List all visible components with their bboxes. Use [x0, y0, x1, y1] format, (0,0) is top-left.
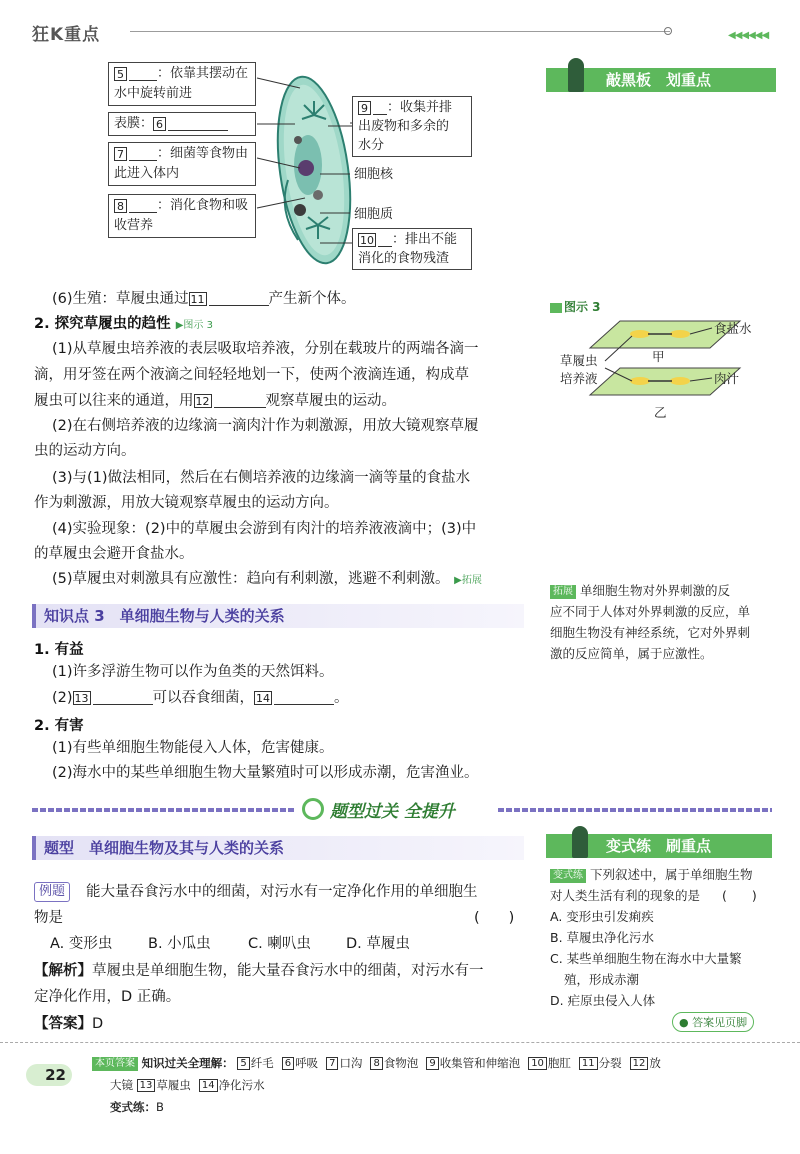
answer-number: 12 — [630, 1057, 649, 1070]
answer-number: 10 — [528, 1057, 547, 1070]
variant-option-b: B. 草履虫净化污水 — [550, 930, 655, 945]
knowledge-point-3-bar: 知识点 3 单细胞生物与人类的关系 — [32, 604, 524, 628]
answer-number: 5 — [237, 1057, 249, 1070]
exp-line-1: (1)从草履虫培养液的表层吸取培养液，分别在载玻片的两端各滴一 — [52, 341, 479, 357]
page-answer-tag: 本页答案 — [92, 1057, 138, 1071]
option-c: C. 喇叭虫 — [248, 936, 311, 952]
answer-text: 放 — [649, 1056, 661, 1070]
harm-heading: 2. 有害 — [34, 718, 84, 734]
option-a: A. 变形虫 — [50, 936, 113, 952]
answer-number: 8 — [370, 1057, 382, 1070]
answer-item — [370, 1056, 418, 1070]
answer-number: 7 — [326, 1057, 338, 1070]
header-line — [130, 31, 670, 32]
footer-dashed-line — [0, 1042, 800, 1043]
variant-option-a: A. 变形虫引发痢疾 — [550, 909, 654, 924]
paramecium-diagram — [100, 58, 500, 273]
topic-bar: 题型 单细胞生物及其与人类的关系 — [32, 836, 524, 860]
answer-item — [528, 1056, 571, 1070]
example-tag: 例题 — [34, 882, 70, 902]
benefit-line-2: (2) 13 可以吞食细菌， 14 。 — [52, 690, 349, 706]
divider-left — [32, 808, 294, 812]
page-number-badge: 22 — [26, 1064, 72, 1086]
exp-line-3: 履虫可以往来的通道，用 12 观察草履虫的运动。 — [34, 393, 396, 409]
fig3-culture-label-1: 草履虫 — [560, 353, 598, 368]
section-2-heading: 2. 探究草履虫的趋性 ▶图示 3 — [34, 316, 213, 332]
figure-3-tag: 图示 3 — [550, 298, 601, 315]
exp-line-9: 的草履虫会避开食盐水。 — [34, 546, 194, 562]
answer-number: 14 — [199, 1079, 218, 1092]
analysis-line-1: 【解析】草履虫是单细胞生物，能大量吞食污水中的细菌，对污水有一 — [34, 963, 484, 979]
variant-tag: 变式练 — [550, 869, 586, 883]
fig3-yi-label: 乙 — [654, 405, 667, 420]
answer-item — [237, 1056, 273, 1070]
student-icon — [572, 826, 588, 858]
divider-swirl-icon — [302, 798, 324, 820]
header-logo — [32, 20, 100, 45]
benefit-line-1: (1)许多浮游生物可以作为鱼类的天然饵料。 — [52, 664, 334, 680]
exp-line-7: 作为刺激源，用放大镜观察草履虫的运动方向。 — [34, 495, 339, 511]
answer-item — [199, 1078, 265, 1092]
harm-line-2: (2)海水中的某些单细胞生物大量繁殖时可以形成赤潮，危害渔业。 — [52, 765, 479, 781]
answer-items-2 — [137, 1078, 273, 1092]
answer-text: 收集管和伸缩泡 — [439, 1056, 521, 1070]
variant-option-d: D. 疟原虫侵入人体 — [550, 993, 656, 1008]
example-question-2: 物是 — [34, 910, 63, 926]
option-b: B. 小瓜虫 — [148, 936, 211, 952]
fig3-meat-label: 肉汁 — [714, 371, 740, 386]
exp-line-10: (5)草履虫对刺激具有应激性：趋向有利刺激，逃避不利刺激。 ▶拓展 — [52, 571, 482, 587]
divider-title: 题型过关 全提升 — [330, 802, 455, 822]
answer-number: 13 — [137, 1079, 156, 1092]
divider-right — [498, 808, 772, 812]
answer-item — [137, 1078, 191, 1092]
label-6: 表膜： 6 — [108, 112, 256, 136]
answer-item — [326, 1056, 362, 1070]
exp-line-6: (3)与(1)做法相同，然后在右侧培养液的边缘滴一滴等量的食盐水 — [52, 470, 471, 486]
answer-item — [579, 1056, 622, 1070]
answer-text: 分裂 — [598, 1056, 622, 1070]
header-arrows-icon: ◀◀◀◀◀◀ — [728, 30, 769, 41]
board-banner: 敲黑板 划重点 — [546, 68, 776, 92]
answer-items — [237, 1056, 669, 1070]
label-nucleus: 细胞核 — [354, 167, 394, 182]
answer-item — [426, 1056, 520, 1070]
variant-option-c: C. 某些单细胞生物在海水中大量繁 — [550, 951, 742, 966]
answer-number: 11 — [579, 1057, 598, 1070]
teacher-icon — [568, 58, 584, 92]
answer-text: 净化污水 — [218, 1078, 265, 1092]
label-8: 8 ：消化食物和吸 收营养 — [108, 194, 256, 238]
label-10: 10 ：排出不能 消化的食物残渣 — [352, 228, 472, 270]
answer-text: 草履虫 — [156, 1078, 191, 1092]
answer-item — [282, 1056, 318, 1070]
fig3-culture-label-2: 培养液 — [560, 371, 598, 386]
expand-note: 拓展 单细胞生物对外界刺激的反 应不同于人体对外界刺激的反应，单 细胞生物没有神经系统，它对外界刺 激的反应简单，属于应激性。 — [550, 583, 751, 661]
reproduction-line: (6)生殖：草履虫通过 11 产生新个体。 — [52, 291, 356, 307]
answer-text: 口沟 — [339, 1056, 363, 1070]
variant-banner: 变式练 刷重点 — [546, 834, 772, 858]
exp-line-4: (2)在右侧培养液的边缘滴一滴肉汁作为刺激源，用放大镜观察草履 — [52, 418, 479, 434]
lightbulb-icon: ● — [679, 1016, 689, 1029]
answer-text: 胞肛 — [547, 1056, 571, 1070]
figure-icon — [550, 303, 562, 313]
answer-number: 9 — [426, 1057, 438, 1070]
example-paren: ( ) — [474, 910, 515, 926]
answer-text: 呼吸 — [295, 1056, 319, 1070]
answer-number: 6 — [282, 1057, 294, 1070]
example-question-1: 能大量吞食污水中的细菌，对污水有一定净化作用的单细胞生 — [86, 884, 478, 900]
answer-item — [630, 1056, 661, 1070]
label-cytoplasm: 细胞质 — [354, 207, 394, 222]
option-d: D. 草履虫 — [346, 936, 410, 952]
label-7: 7 ：细菌等食物由 此进入体内 — [108, 142, 256, 186]
harm-line-1: (1)有些单细胞生物能侵入人体，危害健康。 — [52, 740, 334, 756]
expand-link[interactable]: ▶拓展 — [454, 575, 482, 586]
analysis-line-2: 定净化作用，D 正确。 — [34, 989, 181, 1005]
exp-line-2: 滴，用牙签在两个液滴之间轻轻地划一下，使两个液滴连通，构成草 — [34, 367, 469, 383]
answer-text: 食物泡 — [383, 1056, 419, 1070]
label-9: 9 ：收集并排 出废物和多余的 水分 — [352, 96, 472, 157]
fig3-salt-label: 食盐水 — [714, 321, 752, 336]
footer-answers: 本页答案 知识过关全理解： 5 纤毛 6 呼吸 7 口沟 8 食物泡 9 收集管和伸缩泡 10 胞肛 11 分裂 12 放 大镜 13 草履虫 14 净化污水 变式练：B — [92, 1052, 772, 1118]
answer-line: 【答案】D — [34, 1016, 104, 1032]
expand-tag: 拓展 — [550, 585, 576, 599]
exp-line-5: 虫的运动方向。 — [34, 443, 136, 459]
label-5: 5 ：依靠其摆动在 水中旋转前进 — [108, 62, 256, 106]
answer-see-footer-button[interactable]: ● 答案见页脚 — [672, 1012, 754, 1032]
exp-line-8: (4)实验现象：(2)中的草履虫会游到有肉汁的培养液液滴中；(3)中 — [52, 521, 477, 537]
header-dot-icon — [664, 27, 672, 35]
answer-text: 纤毛 — [250, 1056, 274, 1070]
fig3-jia-label: 甲 — [652, 349, 665, 364]
figure-3-link[interactable]: ▶图示 3 — [175, 320, 213, 331]
variant-question: 变式练 下列叙述中，属于单细胞生物 对人类生活有利的现象的是 ( ) A. 变形虫引发痢疾 B. 草履虫净化污水 C. 某些单细胞生物在海水中大量繁 殖，形成赤潮 D. 疟原虫侵入人体 — [550, 864, 772, 1011]
logo-text: 狂K重点 — [32, 25, 101, 45]
benefit-heading: 1. 有益 — [34, 642, 84, 658]
